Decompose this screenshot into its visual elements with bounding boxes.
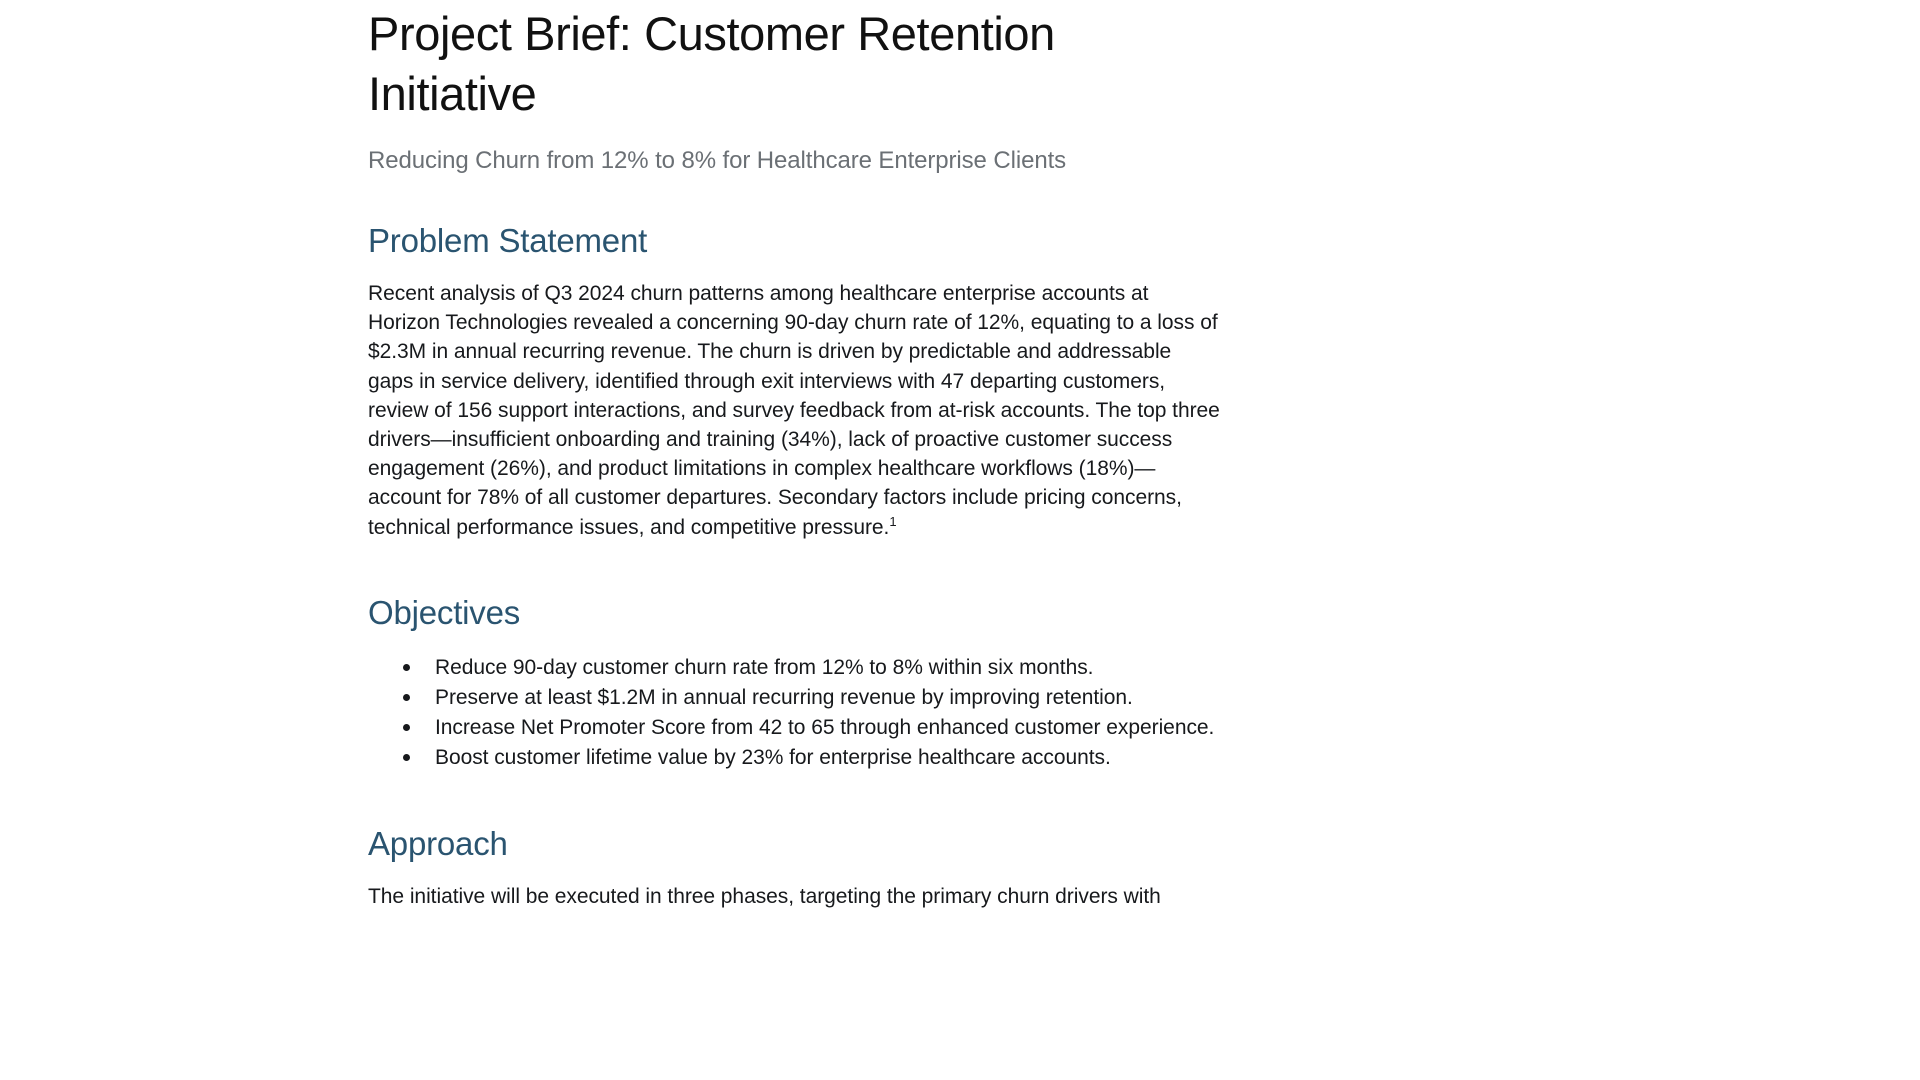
bullet-icon — [403, 694, 410, 701]
list-item-label: Preserve at least $1.2M in annual recurring revenue by improving retention. — [435, 685, 1133, 709]
paragraph-problem-statement-text: Recent analysis of Q3 2024 churn patterns among healthcare enterprise accounts at Horizon Technologies revealed a concerning 90-day churn rate of 12%, equating to a loss of $2.3M in annual recurring revenue. The churn is driven by predictable and addressable gaps in service delivery, identified through exit interviews with 47 departing customers, review of 156 support interactions, and survey feedback from at-risk accounts. The top three drivers—insufficient onboarding and training (34%), lack of proactive customer success engagement (26%), and product limitations in complex healthcare workflows (18%)—account for 78% of all customer departures. Secondary factors include pricing concerns, technical performance issues, and competitive pressure. — [368, 282, 1220, 539]
bullet-icon — [403, 754, 410, 761]
page-subtitle: Reducing Churn from 12% to 8% for Healthcare Enterprise Clients — [368, 147, 1067, 174]
footnote-reference-1[interactable]: 1 — [889, 513, 897, 529]
bullet-icon — [403, 724, 410, 731]
section-heading-problem-statement: Problem Statement — [368, 222, 648, 259]
section-heading-approach: Approach — [368, 824, 508, 862]
section-heading-objectives: Objectives — [368, 593, 521, 631]
page-title: Project Brief: Customer Retention Initiative — [368, 7, 1055, 120]
list-item — [368, 743, 1220, 773]
document-content-column — [368, 0, 1220, 911]
paragraph-approach: The initiative will be executed in three phases, targeting the primary churn drivers with — [368, 884, 1161, 908]
bullet-icon — [403, 664, 410, 671]
objectives-list — [368, 653, 1220, 773]
list-item — [368, 683, 1220, 713]
list-item — [368, 653, 1220, 683]
list-item-label: Increase Net Promoter Score from 42 to 65 through enhanced customer experience. — [435, 715, 1215, 739]
paragraph-problem-statement — [368, 279, 1220, 542]
list-item — [368, 713, 1220, 743]
list-item-label: Reduce 90-day customer churn rate from 12% to 8% within six months. — [435, 655, 1094, 679]
list-item-label: Boost customer lifetime value by 23% for enterprise healthcare accounts. — [435, 745, 1111, 769]
